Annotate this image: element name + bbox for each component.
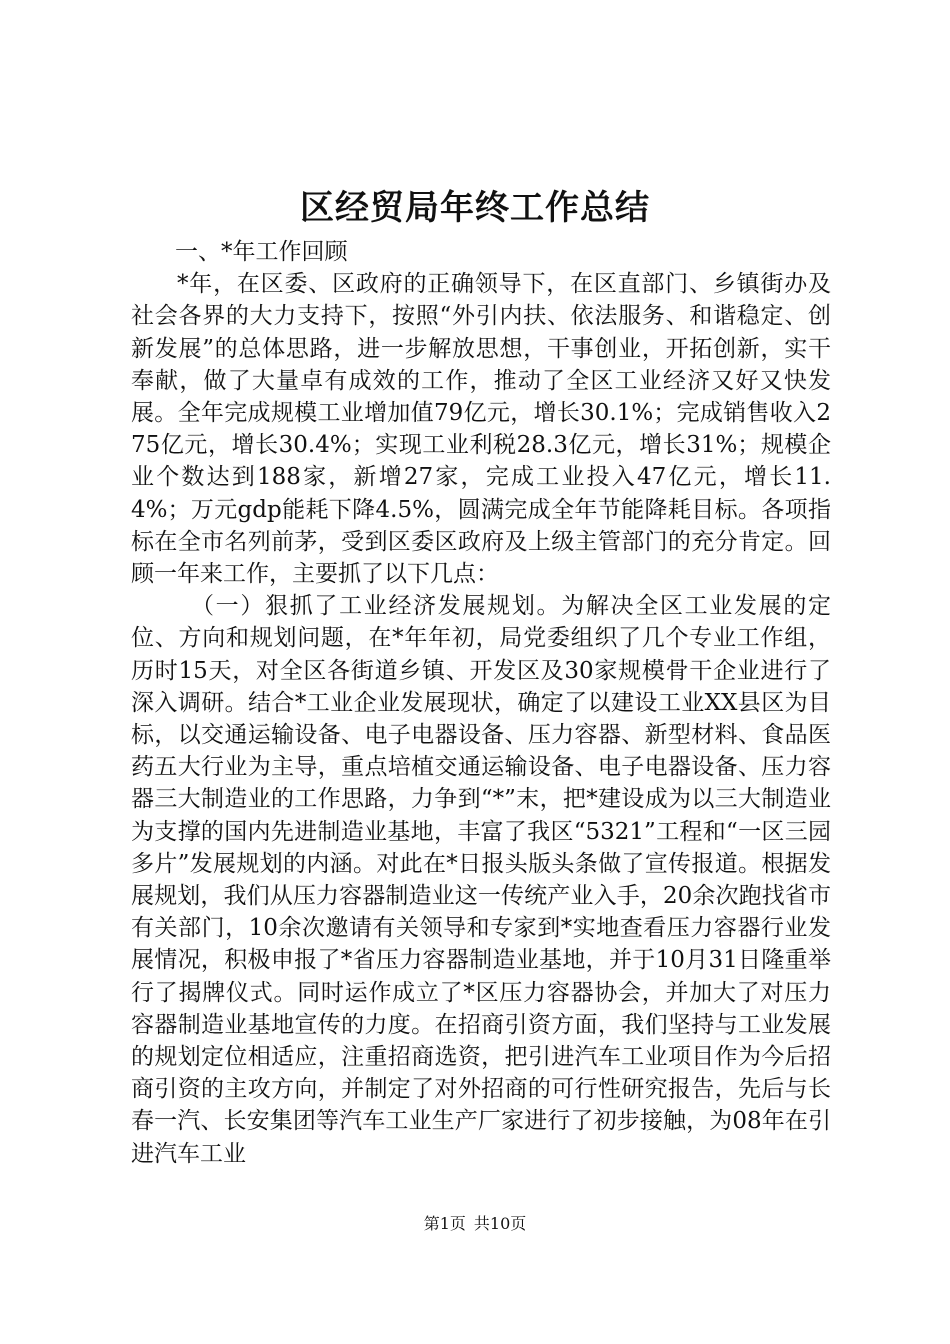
document-body <box>131 236 831 1170</box>
section-heading: 一、*年工作回顾 <box>175 239 348 265</box>
page-total: 共10页 <box>473 1214 527 1233</box>
page-footer <box>0 1212 950 1236</box>
page-number: 第1页 <box>423 1214 466 1233</box>
document-title: 区经贸局年终工作总结 <box>300 188 650 228</box>
body-paragraph: *年，在区委、区政府的正确领导下，在区直部门、乡镇街办及社会各界的大力支持下，按照“外引内扶、依法服务、和谐稳定、创新发展”的总体思路，进一步解放思想，干事创业，开拓创新，实干奉献，做了大量卓有成效的工作，推动了全区工业经济又好又快发展。全年完成规模工业增加值79亿元，增长30.1%；完成销售收入275亿元，增长30.4%；实现工业利税28.3亿元，增长31%；规模企业个数达到188家，新增27家，完成工业投入47亿元，增长11.4%；万元gdp能耗下降4.5%，圆满完成全年节能降耗目标。各项指标在全市名列前茅，受到区委区政府及上级主管部门的充分肯定。回顾一年来工作，主要抓了以下几点： <box>131 271 831 588</box>
body-paragraph: （一）狠抓了工业经济发展规划。为解决全区工业发展的定位、方向和规划问题，在*年年初，局党委组织了几个专业工作组，历时15天，对全区各街道乡镇、开发区及30家规模骨干企业进行了深入调研。结合*工业企业发展现状，确定了以建设工业XX县区为目标，以交通运输设备、电子电器设备、压力容器、新型材料、食品医药五大行业为主导，重点培植交通运输设备、电子电器设备、压力容器三大制造业的工作思路，力争到“*”末，把*建设成为以三大制造业为支撑的国内先进制造业基地，丰富了我区“5321”工程和“一区三园多片”发展规划的内涵。对此在*日报头版头条做了宣传报道。根据发展规划，我们从压力容器制造业这一传统产业入手，20余次跑找省市有关部门，10余次邀请有关领导和专家到*实地查看压力容器行业发展情况，积极申报了*省压力容器制造业基地，并于10月31日隆重举行了揭牌仪式。同时运作成立了*区压力容器协会，并加大了对压力容器制造业基地宣传的力度。在招商引资方面，我们坚持与工业发展的规划定位相适应，注重招商选资，把引进汽车工业项目作为今后招商引资的主攻方向，并制定了对外招商的可行性研究报告，先后与长春一汽、长安集团等汽车工业生产厂家进行了初步接触，为08年在引进汽车工业 <box>131 593 831 1167</box>
